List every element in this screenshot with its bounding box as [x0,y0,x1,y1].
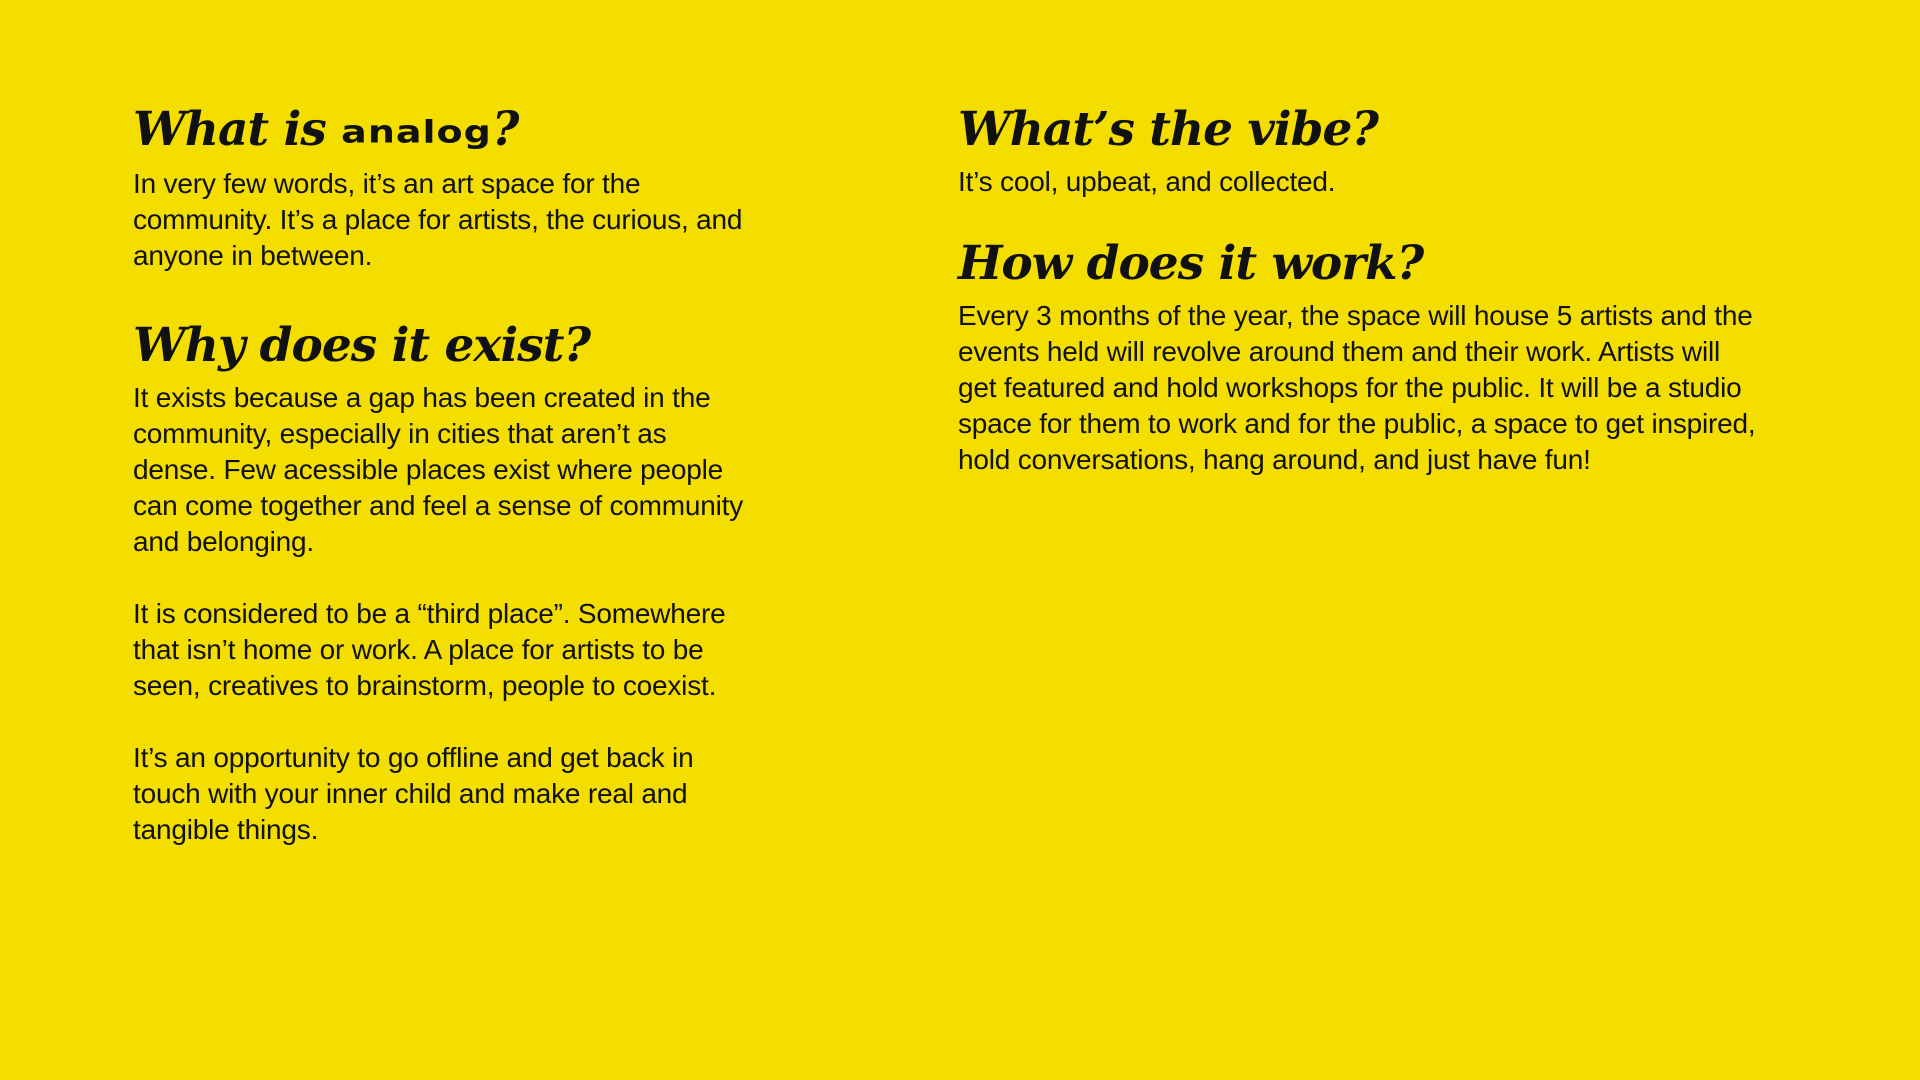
why-exist-paragraph-1: It exists because a gap has been created in the community, especially in cities that aren’t as dense. Few acessible places exist where people can come together and feel a sense of community and belonging. [133,382,744,557]
vibe-body: It’s cool, upbeat, and collected. [958,166,1336,197]
brand-wordmark: analog [341,113,492,151]
what-is-body: In very few words, it’s an art space for the community. It’s a place for artists, the curious, and anyone in between. [133,168,743,271]
heading-how-work: How does it work? [958,236,1424,291]
heading-what-is [133,100,753,162]
heading-vibe: What’s the vibe? [958,102,1378,157]
why-exist-paragraph-2: It is considered to be a “third place”. Somewhere that isn’t home or work. A place for artists to be seen, creatives to brainstorm, people to coexist. [133,598,726,701]
why-exist-paragraph-3: It’s an opportunity to go offline and get back in touch with your inner child and make real and tangible things. [133,742,694,845]
heading-what-is-suffix: ? [491,102,519,157]
heading-what-is-prefix: What is [133,102,342,157]
heading-why-exist: Why does it exist? [133,318,590,373]
right-column [958,100,1758,478]
how-work-body: Every 3 months of the year, the space will house 5 artists and the events held will revolve around them and their work. Artists will get featured and hold workshops for the public. It will be a studio space for them to work and for the public, a space to get inspired, hold conversations, hang around, and just have fun! [958,300,1756,475]
left-column [133,100,753,848]
